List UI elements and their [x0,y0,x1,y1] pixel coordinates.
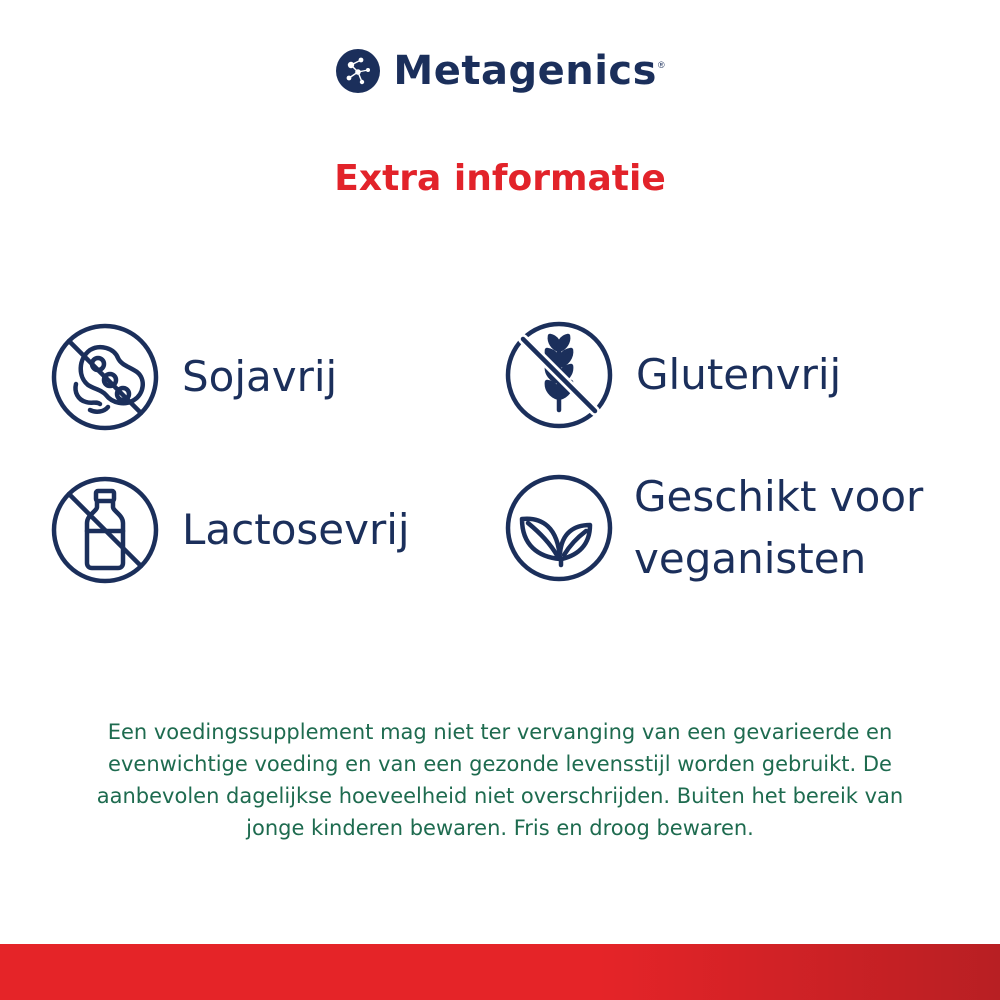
feature-lactose-free [50,475,410,585]
gluten-free-icon [504,320,614,430]
feature-label-vegan [634,466,974,590]
lactose-free-icon [50,475,160,585]
feature-label-gluten: Glutenvrij [636,350,842,399]
feature-label-vegan-line2: veganisten [634,534,867,583]
soy-free-icon [50,322,160,432]
brand-name: Metagenics [393,48,657,94]
feature-gluten-free [504,320,841,430]
feature-vegan [504,466,974,590]
disclaimer-text: Een voedingssupplement mag niet ter vervanging van een gevarieerde en evenwichtige voeding en van een gezonde levensstijl worden gebruikt. De aanbevolen dagelijkse hoeveelheid niet overschrijden. Buiten het bereik van jonge kinderen bewaren. Fris en droog bewaren. [96,720,904,840]
feature-label-vegan-line1: Geschikt voor [634,472,924,521]
feature-label-lactose: Lactosevrij [182,505,410,554]
brand-logo [0,48,1000,94]
vegan-leaf-icon [504,473,614,583]
footer-bar [0,944,1000,1000]
registered-mark: ® [657,60,665,70]
metagenics-logo-icon [335,48,381,94]
page-title: Extra informatie [334,158,666,199]
feature-soy-free [50,322,337,432]
feature-label-soy: Sojavrij [182,352,338,401]
